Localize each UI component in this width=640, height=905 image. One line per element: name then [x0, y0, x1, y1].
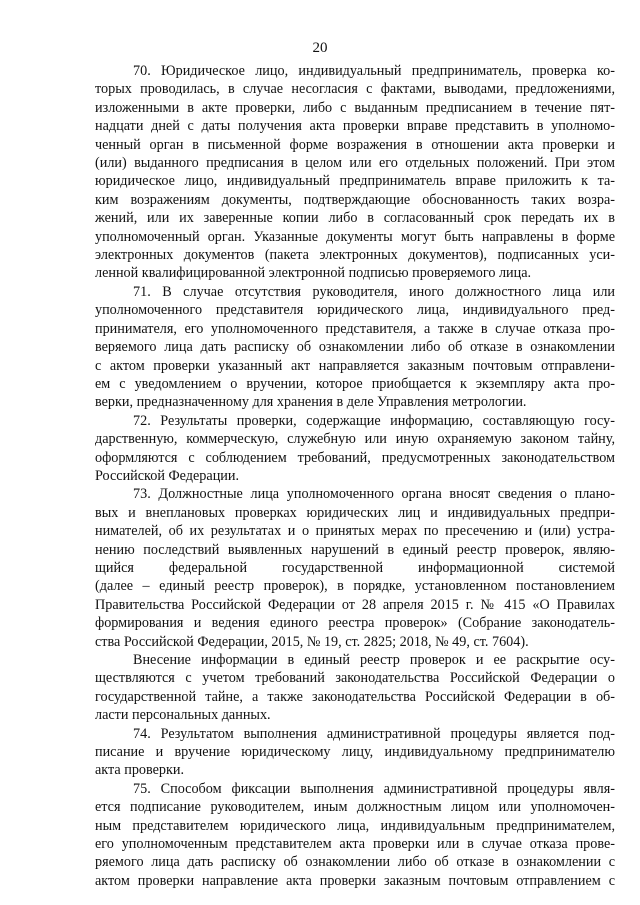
text-line: ным представителем юридического лица, индивидуальным предпринимателем, — [95, 817, 615, 834]
text-line: дарственную, коммерческую, служебную или иную охраняемую законом тайну, — [95, 431, 615, 448]
text-line: формирования и ведения единого реестра проверок» (Собрание законодатель- — [95, 615, 615, 632]
text-line: изложенными в акте проверки, либо с выданным предписанием в течение пят- — [95, 99, 615, 116]
text-line: Правительства Российской Федерации от 28 апреля 2015 г. № 415 «О Правилах — [95, 596, 615, 613]
text-line: государственной тайне, а также законодательства Российской Федерации в об- — [95, 688, 615, 705]
text-line: оформляются с соблюдением требований, предусмотренных законодательством — [95, 449, 615, 466]
text-line: писание и вручение юридическому лицу, индивидуальному предпринимателю — [95, 744, 615, 761]
text-line: ства Российской Федерации, 2015, № 19, ст. 2825; 2018, № 49, ст. 7604). — [95, 633, 529, 650]
text-line: верки, предназначенному для хранения в деле Управления метрологии. — [95, 394, 527, 411]
text-line: (или) выданного предписания в целом или его отдельных положений. При этом — [95, 155, 615, 172]
text-line: 74. Результатом выполнения административной процедуры является под- — [133, 725, 615, 742]
text-line: веряемого лица дать расписку об ознакомлении либо об отказе в ознакомлении — [95, 339, 615, 356]
text-line: 75. Способом фиксации выполнения административной процедуры явля- — [133, 780, 615, 797]
text-line: юридическое лицо, индивидуальный предприниматель вправе приложить к та- — [95, 173, 615, 190]
text-line: акта проверки. — [95, 762, 185, 779]
text-line: уполномоченного представителя юридического лица, индивидуального пред- — [95, 302, 615, 319]
page-number: 20 — [312, 40, 328, 56]
text-line: надцати дней с даты получения акта проверки вправе представить в уполномо- — [95, 118, 615, 135]
body-text — [95, 62, 615, 890]
text-line: торых проводилась, в случае несогласия с фактами, выводами, предложениями, — [95, 81, 615, 98]
text-line: актом проверки направление акта проверки заказным почтовым отправлением с — [95, 872, 615, 889]
text-line: 73. Должностные лица уполномоченного органа вносят сведения о плано- — [133, 486, 615, 503]
text-line: принимателя, его уполномоченного представителя, а также в случае отказа про- — [95, 320, 615, 337]
text-line: жений, или их заверенные копии либо в согласованный срок передать их в — [95, 210, 615, 227]
text-line: ким возражениям документы, подтверждающие обоснованность таких возра- — [95, 191, 615, 208]
text-line: ласти персональных данных. — [95, 707, 271, 724]
text-line: ряемого лица дать расписку об ознакомлении либо об отказе в ознакомлении с — [95, 854, 615, 871]
text-line: вых и внеплановых проверках юридических лиц и индивидуальных предпри- — [95, 504, 615, 521]
text-line: ленной квалифицированной электронной подписью проверяемого лица. — [95, 265, 532, 282]
text-line: 70. Юридическое лицо, индивидуальный предприниматель, проверка ко- — [133, 63, 615, 79]
text-line: ем с уведомлением о вручении, которое приобщается к экземпляру акта про- — [95, 375, 615, 392]
text-line: электронных документов (пакета электронных документов), подписанных уси- — [95, 247, 615, 264]
text-line: нению последствий выявленных нарушений в единый реестр проверок, являю- — [95, 541, 615, 558]
text-line: (далее – единый реестр проверок), в порядке, установленном постановлением — [95, 578, 615, 595]
text-line: нимателей, об их результатах и о принятых мерах по пресечению и (или) устра- — [95, 523, 615, 540]
text-line: Внесение информации в единый реестр проверок и ее раскрытие осу- — [133, 652, 615, 668]
text-line: ществляются с учетом требований законодательства Российской Федерации о — [95, 670, 615, 687]
text-line: с актом проверки указанный акт направляется заказным почтовым отправлени- — [95, 357, 615, 374]
text-line: его уполномоченным представителем акта проверки или в случае отказа прове- — [95, 836, 615, 853]
text-line: уполномоченный орган. Указанные документы могут быть направлены в форме — [95, 228, 615, 245]
text-line: Российской Федерации. — [95, 467, 240, 484]
text-line: ется подписание руководителем, иным должностным лицом или уполномочен- — [95, 799, 615, 816]
text-line: 71. В случае отсутствия руководителя, иного должностного лица или — [133, 283, 615, 300]
text-line: ченный орган в письменной форме возражения в отношении акта проверки и — [95, 136, 615, 153]
text-line: щийся федеральной государственной информационной системой — [95, 559, 615, 576]
text-line: 72. Результаты проверки, содержащие информацию, составляющую госу- — [133, 412, 615, 429]
